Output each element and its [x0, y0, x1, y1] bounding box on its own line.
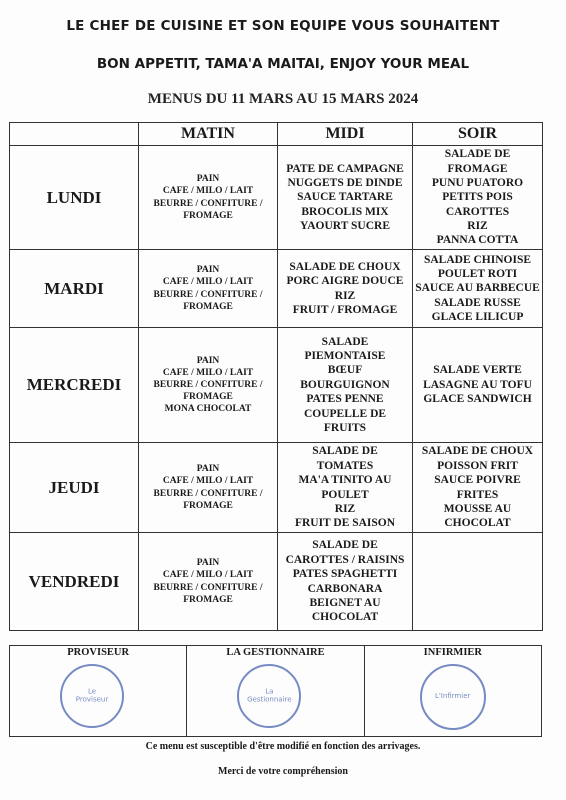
- menu-item: POULET ROTI: [437, 267, 518, 280]
- menu-item: CHOCOLAT: [444, 517, 511, 530]
- menu-item: BŒUF: [327, 364, 363, 377]
- signature-title: INFIRMIER: [423, 647, 482, 658]
- stamp-role: L'Infirmier: [434, 692, 471, 701]
- column-header-midi: MIDI: [278, 123, 413, 146]
- school-stamp: [60, 664, 124, 728]
- school-stamp: [237, 664, 301, 728]
- menu-row-mercredi: [10, 328, 543, 443]
- menu-item: SALADE RUSSE: [434, 296, 521, 309]
- menu-item: PAIN: [196, 174, 220, 185]
- meal-cell-soir: [413, 146, 543, 250]
- meal-cell-midi: [278, 328, 413, 443]
- menu-item: FROMAGE: [447, 162, 508, 175]
- menu-item: FROMAGE: [183, 500, 233, 511]
- menu-item: FROMAGE: [183, 210, 233, 221]
- menu-item: PAIN: [196, 464, 220, 475]
- meal-cell-matin: [139, 250, 278, 328]
- meal-cell-midi: [278, 443, 413, 533]
- header-bon-appetit: BON APPETIT, TAMA'A MAITAI, ENJOY YOUR MEAL: [96, 56, 470, 72]
- footer-note: Ce menu est susceptible d'être modifié en fonction des arrivages.: [145, 741, 421, 752]
- menu-item: BEIGNET AU: [309, 596, 381, 609]
- menu-row-vendredi: [10, 533, 543, 631]
- menu-item: POISSON FRIT: [437, 459, 518, 472]
- menu-item: TOMATES: [316, 459, 374, 472]
- day-label: MERCREDI: [10, 328, 139, 443]
- meal-cell-soir: [413, 443, 543, 533]
- menu-row-jeudi: [10, 443, 543, 533]
- corner-cell: [10, 123, 139, 146]
- column-header-matin: MATIN: [139, 123, 278, 146]
- menu-item: CAFE / MILO / LAIT: [162, 277, 254, 288]
- menu-item: YAOURT SUCRE: [299, 220, 391, 233]
- signature-title: PROVISEUR: [67, 647, 130, 658]
- menu-date-range: MENUS DU 11 MARS AU 15 MARS 2024: [147, 91, 419, 107]
- menu-item: FRITES: [456, 488, 499, 501]
- meal-cell-matin: [139, 328, 278, 443]
- meal-cell-midi: [278, 146, 413, 250]
- column-header-soir: SOIR: [413, 123, 543, 146]
- menu-item: FRUIT DE SAISON: [294, 517, 396, 530]
- menu-item: MONA CHOCOLAT: [164, 404, 252, 415]
- menu-item: PAIN: [196, 265, 220, 276]
- menu-item: GLACE SANDWICH: [423, 393, 532, 406]
- signature-cell-infirmier: [364, 646, 541, 737]
- menu-item: FRUIT / FROMAGE: [292, 303, 398, 316]
- menu-item: SALADE DE: [444, 148, 511, 161]
- menu-item: SALADE CHINOISE: [423, 253, 532, 266]
- menu-item: PUNU PUATORO: [431, 176, 524, 189]
- stamp-role: Le Proviseur: [75, 687, 109, 703]
- menu-header-row: [10, 123, 543, 146]
- meal-cell-matin: [139, 533, 278, 631]
- day-label: VENDREDI: [10, 533, 139, 631]
- menu-item: FRUITS: [323, 421, 367, 434]
- menu-item: BROCOLIS MIX: [301, 205, 389, 218]
- menu-item: SAUCE AU BARBECUE: [415, 282, 540, 295]
- menu-table: [9, 122, 543, 631]
- menu-item: CAFE / MILO / LAIT: [162, 570, 254, 581]
- menu-item: CARBONARA: [307, 582, 383, 595]
- menu-item: BEURRE / CONFITURE /: [153, 198, 263, 209]
- menu-item: SAUCE TARTARE: [297, 191, 393, 204]
- menu-item: CAFE / MILO / LAIT: [162, 367, 254, 378]
- menu-item: SALADE DE CHOUX: [421, 445, 534, 458]
- menu-item: BOURGUIGNON: [300, 378, 390, 391]
- meal-cell-soir: [413, 533, 543, 631]
- day-label: MARDI: [10, 250, 139, 328]
- menu-item: COUPELLE DE: [303, 407, 387, 420]
- meal-cell-soir: [413, 328, 543, 443]
- meal-cell-midi: [278, 250, 413, 328]
- meal-cell-soir: [413, 250, 543, 328]
- menu-item: CAROTTES / RAISINS: [285, 553, 405, 566]
- menu-item: SALADE VERTE: [433, 364, 522, 377]
- menu-item: SALADE DE: [312, 539, 378, 552]
- signature-title: LA GESTIONNAIRE: [226, 647, 325, 658]
- menu-item: BEURRE / CONFITURE /: [153, 379, 263, 390]
- menu-item: GLACE LILICUP: [431, 311, 524, 324]
- stamp-role: La Gestionnaire: [247, 687, 292, 703]
- menu-item: BEURRE / CONFITURE /: [153, 582, 263, 593]
- menu-item: NUGGETS DE DINDE: [287, 176, 403, 189]
- menu-item: PAIN: [196, 558, 220, 569]
- menu-item: CHOCOLAT: [311, 611, 379, 624]
- menu-item: SALADE DE: [312, 445, 378, 458]
- menu-item: PETITS POIS: [442, 191, 513, 204]
- menu-item: SALADE: [321, 335, 369, 348]
- menu-row-mardi: [10, 250, 543, 328]
- menu-item: CAFE / MILO / LAIT: [162, 186, 254, 197]
- menu-item: PATES SPAGHETTI: [292, 568, 398, 581]
- menu-item: PIEMONTAISE: [304, 350, 386, 363]
- menu-item: POULET: [321, 488, 369, 501]
- menu-item: RIZ: [334, 289, 356, 302]
- menu-item: PANNA COTTA: [436, 234, 519, 247]
- menu-item: CAFE / MILO / LAIT: [162, 476, 254, 487]
- school-stamp: [420, 664, 486, 730]
- signature-cell-gestionnaire: [187, 646, 364, 737]
- meal-cell-matin: [139, 443, 278, 533]
- footer-thanks: Merci de votre compréhension: [218, 766, 348, 777]
- menu-item: FROMAGE: [183, 594, 233, 605]
- header-greeting: LE CHEF DE CUISINE ET SON EQUIPE VOUS SOUHAITENT: [66, 18, 500, 34]
- menu-row-lundi: [10, 146, 543, 250]
- signature-cell-proviseur: [10, 646, 187, 737]
- menu-item: PORC AIGRE DOUCE: [286, 275, 404, 288]
- menu-item: PATES PENNE: [306, 393, 384, 406]
- menu-item: PAIN: [196, 355, 220, 366]
- meal-cell-midi: [278, 533, 413, 631]
- menu-item: BEURRE / CONFITURE /: [153, 289, 263, 300]
- menu-item: CAROTTES: [445, 205, 510, 218]
- menu-item: FROMAGE: [183, 392, 233, 403]
- menu-item: BEURRE / CONFITURE /: [153, 488, 263, 499]
- meal-cell-matin: [139, 146, 278, 250]
- menu-item: SALADE DE CHOUX: [289, 260, 401, 273]
- day-label: LUNDI: [10, 146, 139, 250]
- menu-item: PATE DE CAMPAGNE: [286, 162, 404, 175]
- menu-item: MA'A TINITO AU: [298, 474, 392, 487]
- menu-item: SAUCE POIVRE: [434, 474, 521, 487]
- menu-item: FROMAGE: [183, 301, 233, 312]
- day-label: JEUDI: [10, 443, 139, 533]
- menu-item: RIZ: [467, 220, 488, 233]
- menu-item: RIZ: [334, 502, 356, 515]
- signature-table: [9, 645, 542, 737]
- menu-item: LASAGNE AU TOFU: [423, 378, 532, 391]
- menu-item: MOUSSE AU: [443, 502, 512, 515]
